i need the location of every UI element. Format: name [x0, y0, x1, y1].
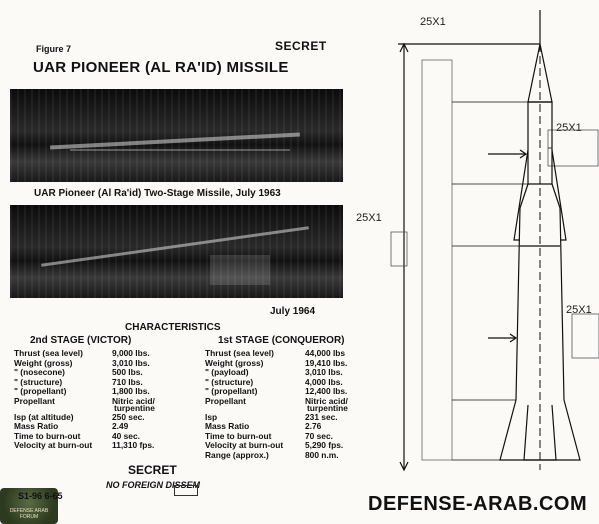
- stage2-row-label: Time to burn-out: [14, 430, 81, 441]
- stage2-row-value: Nitric acid/: [112, 395, 155, 406]
- stage2-row-label: Mass Ratio: [14, 421, 59, 432]
- stage1-row-label: Thrust (sea level): [205, 348, 274, 358]
- stage1-row-value: 2.76: [305, 421, 322, 432]
- redaction-box-lower: [572, 314, 599, 358]
- stage1-row-label: Time to burn-out: [205, 430, 272, 441]
- stage1-row-value: 5,290 fps.: [305, 440, 344, 451]
- upper-fin-left: [514, 150, 528, 240]
- stage1-row-value: 231 sec.: [305, 411, 338, 422]
- stage1-row-label: " (propellant): [205, 386, 258, 396]
- stage2-row-label: " (nosecone): [14, 367, 65, 377]
- stage1-row-value: 12,400 lbs.: [305, 386, 348, 396]
- dissemination-marking: NO FOREIGN DISSEM: [106, 480, 201, 490]
- stage2-row-value: 500 lbs.: [112, 367, 143, 377]
- stage1-row-label: " (structure): [205, 376, 254, 387]
- classification-top: SECRET: [275, 39, 327, 53]
- forum-logo-text: DEFENSE ARAB FORUM: [9, 508, 49, 520]
- stage1-row-label: Weight (gross): [205, 357, 264, 368]
- stage2-row-label: Velocity at burn-out: [14, 440, 93, 451]
- stage2-row-value: 2.49: [112, 421, 129, 432]
- document-title: UAR PIONEER (AL RA'ID) MISSILE: [33, 59, 289, 76]
- figure-number: Figure 7: [36, 44, 72, 54]
- stage2-row-value: 3,010 lbs.: [112, 357, 150, 368]
- photo-caption-1964: July 1964: [270, 306, 316, 317]
- redaction-label-upper: 25X1: [556, 122, 582, 134]
- stage2-row-label: " (structure): [14, 376, 63, 387]
- stage1-row-value: 44,000 lbs: [305, 348, 346, 358]
- stage2-row-value: 9,000 lbs.: [112, 348, 150, 358]
- stage2-row-label: Isp (at altitude): [14, 411, 74, 422]
- stage1-row-label: Isp: [205, 411, 218, 422]
- stage1-row-value: 4,000 lbs.: [305, 376, 343, 387]
- stage2-row-value: 1,800 lbs.: [112, 386, 150, 396]
- stage2-row-value: 250 sec.: [112, 411, 145, 422]
- stage2-row-value: 40 sec.: [112, 430, 140, 441]
- stage1-row-label: Range (approx.): [205, 449, 269, 460]
- stage1-row-label: " (payload): [205, 367, 249, 377]
- stage1-row-label: Propellant: [205, 395, 246, 406]
- stage1-row-label: Mass Ratio: [205, 421, 250, 432]
- stage1-body-left: [516, 208, 520, 400]
- stage1-body-right: [560, 208, 564, 400]
- redaction-box-tall: [422, 60, 452, 460]
- stage2-row-value: 11,310 fps.: [112, 440, 155, 451]
- lower-fin-left: [500, 400, 516, 460]
- stage2-row-value-cont: turpentine: [114, 403, 155, 413]
- stage2-heading: 2nd STAGE (VICTOR): [30, 335, 132, 346]
- stage1-row-value: Nitric acid/: [305, 395, 348, 406]
- stage1-row-label: Velocity at burn-out: [205, 440, 284, 451]
- characteristics-title: CHARACTERISTICS: [125, 322, 221, 333]
- stage2-row-label: Weight (gross): [14, 357, 73, 368]
- stage2-row-label: " (propellant): [14, 386, 67, 396]
- stage2-row-value: 710 lbs.: [112, 376, 143, 387]
- redaction-label-lower: 25X1: [566, 304, 592, 316]
- photo-caption-1963: UAR Pioneer (Al Ra'id) Two-Stage Missile, July 1963: [34, 188, 281, 199]
- redaction-label-left: 25X1: [356, 212, 382, 224]
- redaction-label-top: 25X1: [420, 16, 446, 28]
- stage1-row-value-cont: turpentine: [307, 403, 348, 413]
- stage1-row-value: 70 sec.: [305, 430, 333, 441]
- classification-bottom: SECRET: [128, 463, 177, 477]
- stage1-row-value: 800 n.m.: [305, 449, 339, 460]
- site-watermark: DEFENSE-ARAB.COM: [368, 493, 588, 515]
- stage1-row-value: 19,410 lbs.: [305, 357, 348, 368]
- redaction-box-upper: [548, 130, 598, 166]
- stage2-row-label: Thrust (sea level): [14, 348, 83, 358]
- document-serial: S1-96 6-65: [18, 491, 63, 501]
- upper-fin-right: [552, 150, 566, 240]
- stage2-row-label: Propellant: [14, 395, 55, 406]
- stage1-row-value: 3,010 lbs.: [305, 367, 343, 377]
- stage1-heading: 1st STAGE (CONQUEROR): [218, 335, 345, 346]
- lower-fin-right: [564, 400, 580, 460]
